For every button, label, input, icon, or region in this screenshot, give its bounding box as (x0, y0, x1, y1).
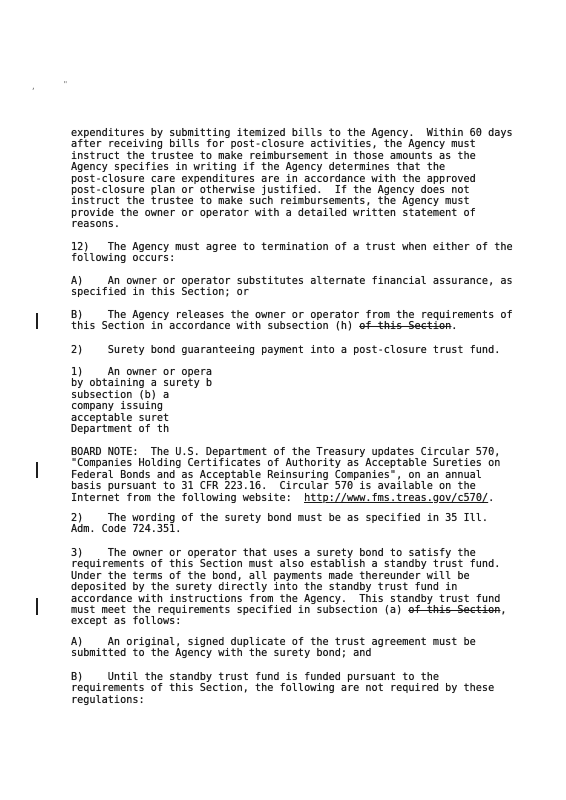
revision-bar (36, 598, 38, 615)
paragraph-alternate-assurance: A) An owner or operator substitutes alternate financial assurance, as specified in this Section; or (71, 276, 513, 299)
paragraph-trust-termination: 12) The Agency must agree to termination of a trust when either of the following occurs: (71, 242, 513, 265)
board-note (71, 447, 507, 504)
paragraph-surety-bond-truncated: 1) An owner or opera by obtaining a surety b subsection (b) a company issuing acceptable suret Department of th (71, 367, 213, 436)
paragraph-agency-release (71, 310, 513, 333)
deleted-text: of this Section (408, 605, 501, 617)
paragraph-standby-not-required: B) Until the standby trust fund is funded pursuant to the requirements of this Section, the following are not required by these regulations: (71, 672, 495, 706)
paragraph-surety-bond-heading: 2) Surety bond guaranteeing payment into a post-closure trust fund. (71, 345, 501, 356)
paragraph-text: , except as follows: (71, 605, 507, 628)
paragraph-bond-wording: 2) The wording of the surety bond must be as specified in 35 Ill. Adm. Code 724.351. (71, 513, 489, 536)
board-note-text: . (488, 492, 495, 504)
paragraph-text: 3) The owner or operator that uses a surety bond to satisfy the requirements of this Section must also establish a standby trust fund. Under the terms of the bond, all payments made thereunder will be deposited by the surety directly into the standby trust fund in accordance with instructions from the Agency. This standby trust fund must meet the requirements specified in subsection (a) (71, 548, 501, 617)
board-note-text: BOARD NOTE: The U.S. Department of the Treasury updates Circular 570, "Companies Holding Certificates of Authority as Acceptable Sureties on Federal Bonds and as Acceptable Reinsuring Companies", on an annual basis pursuant to 31 CFR 223.16. Circular 570 is available on the Internet from the following website: (71, 447, 501, 504)
paragraph-text: B) The Agency releases the owner or operator from the requirements of this Section in accordance with subsection (h) (71, 310, 513, 333)
paragraph-trust-reimbursement: expenditures by submitting itemized bills to the Agency. Within 60 days after receiving bills for post-closure activities, the Agency must instruct the trustee to make reimbursement in those amounts as the Agency specifies in writing if the Agency determines that the post-closure care expenditures are in accordance with the approved post-closure plan or otherwise justified. If the Agency does not instruct the trustee to make such reimbursements, the Agency must provide the owner or operator with a detailed written statement of reasons. (71, 128, 513, 231)
revision-bar (36, 313, 38, 329)
scan-speck: , (31, 82, 36, 91)
paragraph-trust-duplicate: A) An original, signed duplicate of the trust agreement must be submitted to the Agency with the surety bond; and (71, 637, 476, 660)
circular-570-link[interactable]: http://www.fms.treas.gov/c570/ (304, 492, 489, 504)
paragraph-standby-trust (71, 548, 507, 628)
scan-speck: " (63, 80, 68, 89)
revision-bar (36, 462, 38, 478)
deleted-text: of this Section (359, 321, 452, 333)
paragraph-text: . (451, 321, 458, 333)
